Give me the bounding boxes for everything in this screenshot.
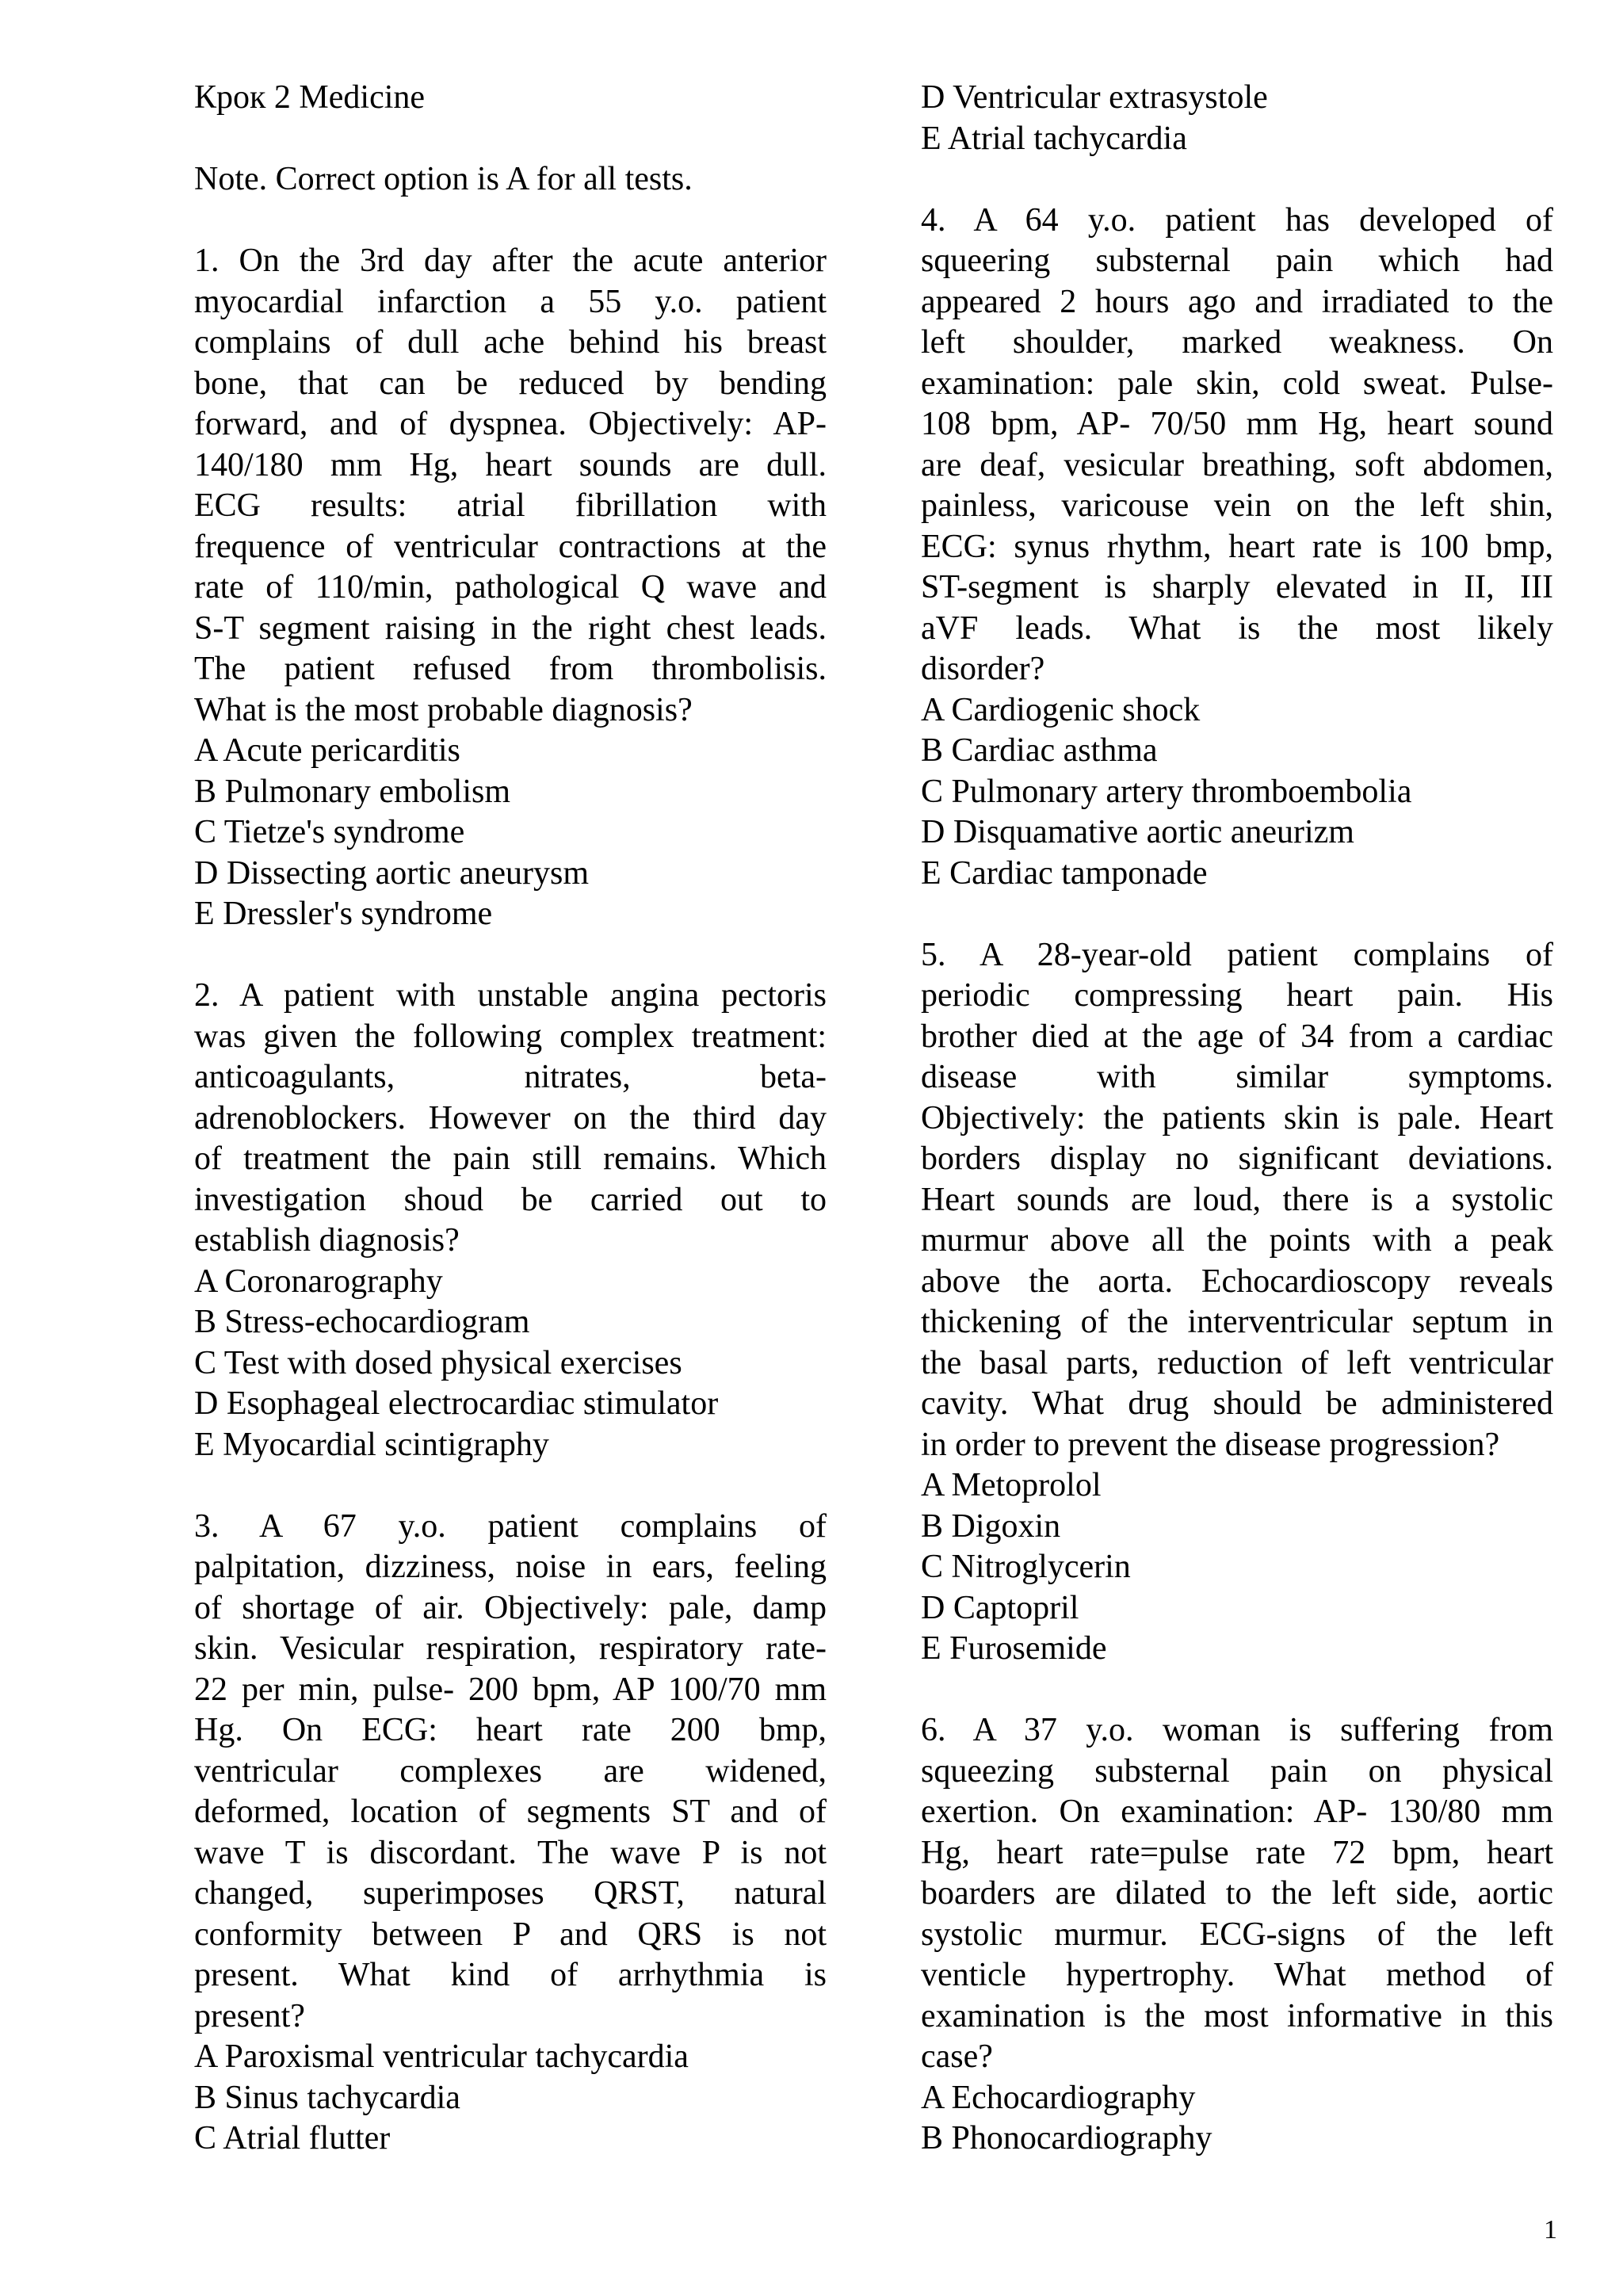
question-line: brother died at the age of 34 from a cardiac <box>921 1018 1553 1055</box>
question-line: frequence of ventricular contractions at the <box>194 528 827 565</box>
question-line: complains of dull ache behind his breast <box>194 324 827 361</box>
question-line: the basal parts, reduction of left ventricular <box>921 1344 1553 1381</box>
answer-option: C Test with dosed physical exercises <box>194 1344 682 1381</box>
question-line: investigation shoud be carried out to <box>194 1181 827 1218</box>
question-line: wave T is discordant. The wave P is not <box>194 1834 827 1871</box>
document-title: Крок 2 Medicine <box>194 79 426 116</box>
question-5 <box>921 935 1553 1670</box>
question-line: case? <box>921 2038 993 2075</box>
answer-option: E Atrial tachycardia <box>921 120 1187 157</box>
answer-option: D Esophageal electrocardiac stimulator <box>194 1385 719 1422</box>
question-line: venticle hypertrophy. What method of <box>921 1957 1553 1993</box>
question-2 <box>194 976 827 1465</box>
answer-option: B Stress-echocardiogram <box>194 1304 530 1340</box>
question-line: painless, varicouse vein on the left shin, <box>921 487 1553 524</box>
question-line: appeared 2 hours ago and irradiated to the <box>921 283 1553 320</box>
question-line: Hg, heart rate=pulse rate 72 bpm, heart <box>921 1834 1553 1871</box>
question-line: rate of 110/min, pathological Q wave and <box>194 569 827 606</box>
question-line: 5. A 28-year-old patient complains of <box>921 936 1553 973</box>
question-line: The patient refused from thrombolisis. <box>194 651 827 687</box>
page-number: 1 <box>1544 2215 1557 2244</box>
question-line: conformity between P and QRS is not <box>194 1916 827 1953</box>
question-line: 2. A patient with unstable angina pectoris <box>194 977 827 1014</box>
answer-option: C Nitroglycerin <box>921 1549 1131 1585</box>
answer-option: A Acute pericarditis <box>194 732 460 769</box>
answer-option: C Pulmonary artery thromboembolia <box>921 773 1412 810</box>
answer-option: A Cardiogenic shock <box>921 691 1201 728</box>
question-line: murmur above all the points with a peak <box>921 1222 1553 1259</box>
answer-option: A Coronarography <box>194 1263 443 1300</box>
question-line: forward, and of dyspnea. Objectively: AP- <box>194 406 827 442</box>
question-line: 4. A 64 y.o. patient has developed of <box>921 201 1553 239</box>
answer-option: D Disquamative aortic aneurizm <box>921 814 1354 850</box>
answer-option: A Metoprolol <box>921 1467 1102 1503</box>
question-line: deformed, location of segments ST and of <box>194 1794 827 1830</box>
question-line: skin. Vesicular respiration, respiratory rate- <box>194 1630 827 1667</box>
question-line: bone, that can be reduced by bending <box>194 365 827 402</box>
question-line: ECG results: atrial fibrillation with <box>194 487 827 524</box>
answer-option: D Dissecting aortic aneurysm <box>194 854 590 892</box>
answer-option: E Cardiac tamponade <box>921 854 1208 892</box>
question-1 <box>194 241 827 935</box>
question-line: disorder? <box>921 651 1045 687</box>
question-line: 108 bpm, AP- 70/50 mm Hg, heart sound <box>921 406 1553 442</box>
question-line: Heart sounds are loud, there is a systolic <box>921 1181 1553 1218</box>
question-line: 1. On the 3rd day after the acute anterior <box>194 243 827 279</box>
answer-option: A Paroxismal ventricular tachycardia <box>194 2038 689 2075</box>
answer-option: B Phonocardiography <box>921 2120 1212 2157</box>
question-line: 3. A 67 y.o. patient complains of <box>194 1507 827 1545</box>
question-line: adrenoblockers. However on the third day <box>194 1099 827 1137</box>
question-line: 22 per min, pulse- 200 bpm, AP 100/70 mm <box>194 1671 827 1708</box>
question-line: was given the following complex treatment: <box>194 1018 827 1055</box>
question-line: periodic compressing heart pain. His <box>921 977 1553 1014</box>
question-line: cavity. What drug should be administered <box>921 1385 1553 1422</box>
question-line: present. What kind of arrhythmia is <box>194 1957 827 1993</box>
question-line: squeezing substernal pain on physical <box>921 1752 1553 1790</box>
question-line: myocardial infarction a 55 y.o. patient <box>194 283 827 320</box>
answer-option: D Ventricular extrasystole <box>921 79 1268 116</box>
question-line: squeering substernal pain which had <box>921 243 1553 279</box>
question-line: palpitation, dizziness, noise in ears, feeling <box>194 1549 827 1585</box>
answer-option: D Captopril <box>921 1589 1079 1626</box>
question-line: systolic murmur. ECG-signs of the left <box>921 1916 1553 1953</box>
question-line: above the aorta. Echocardioscopy reveals <box>921 1263 1553 1300</box>
question-line: changed, superimposes QRST, natural <box>194 1875 827 1912</box>
question-line: aVF leads. What is the most likely <box>921 609 1553 647</box>
question-line: borders display no significant deviations. <box>921 1140 1553 1177</box>
right-column <box>921 78 1553 2160</box>
question-6 <box>921 1710 1553 2160</box>
answer-option: A Echocardiography <box>921 2079 1196 2116</box>
answer-option: E Furosemide <box>921 1630 1107 1667</box>
answer-option: B Pulmonary embolism <box>194 773 510 810</box>
question-line: What is the most probable diagnosis? <box>194 691 693 728</box>
question-line: thickening of the interventricular septum in <box>921 1304 1553 1340</box>
question-line: examination is the most informative in this <box>921 1997 1553 2034</box>
question-line: are deaf, vesicular breathing, soft abdomen, <box>921 446 1553 483</box>
question-line: Hg. On ECG: heart rate 200 bmp, <box>194 1712 827 1748</box>
question-line: of shortage of air. Objectively: pale, damp <box>194 1589 827 1626</box>
question-line: anticoagulants, nitrates, beta- <box>194 1059 827 1095</box>
left-column <box>194 78 827 2160</box>
question-line: in order to prevent the disease progression? <box>921 1426 1500 1463</box>
question-line: 140/180 mm Hg, heart sounds are dull. <box>194 446 827 483</box>
question-line: 6. A 37 y.o. woman is suffering from <box>921 1712 1553 1748</box>
question-line: ventricular complexes are widened, <box>194 1752 827 1790</box>
question-3 <box>194 1507 827 2160</box>
question-line: disease with similar symptoms. <box>921 1059 1553 1095</box>
question-line: boarders are dilated to the left side, aortic <box>921 1875 1553 1912</box>
question-line: establish diagnosis? <box>194 1222 460 1259</box>
answer-option: C Tietze's syndrome <box>194 814 465 850</box>
answer-option: E Myocardial scintigraphy <box>194 1426 549 1463</box>
question-line: exertion. On examination: AP- 130/80 mm <box>921 1794 1553 1830</box>
question-4 <box>921 201 1553 895</box>
answer-option: C Atrial flutter <box>194 2120 391 2157</box>
question-line: ECG: synus rhythm, heart rate is 100 bmp, <box>921 528 1553 565</box>
question-line: left shoulder, marked weakness. On <box>921 324 1553 361</box>
note-text: Note. Correct option is A for all tests. <box>194 161 693 197</box>
question-line: Objectively: the patients skin is pale. Heart <box>921 1099 1553 1137</box>
question-line: of treatment the pain still remains. Which <box>194 1140 827 1177</box>
answer-option: E Dressler's syndrome <box>194 896 493 932</box>
question-line: ST-segment is sharply elevated in II, III <box>921 569 1553 606</box>
question-line: S-T segment raising in the right chest leads. <box>194 609 827 647</box>
question-line: examination: pale skin, cold sweat. Pulse- <box>921 365 1553 402</box>
answer-option: B Sinus tachycardia <box>194 2079 460 2116</box>
answer-option: B Cardiac asthma <box>921 732 1158 769</box>
answer-option: B Digoxin <box>921 1507 1061 1545</box>
question-line: present? <box>194 1997 305 2034</box>
